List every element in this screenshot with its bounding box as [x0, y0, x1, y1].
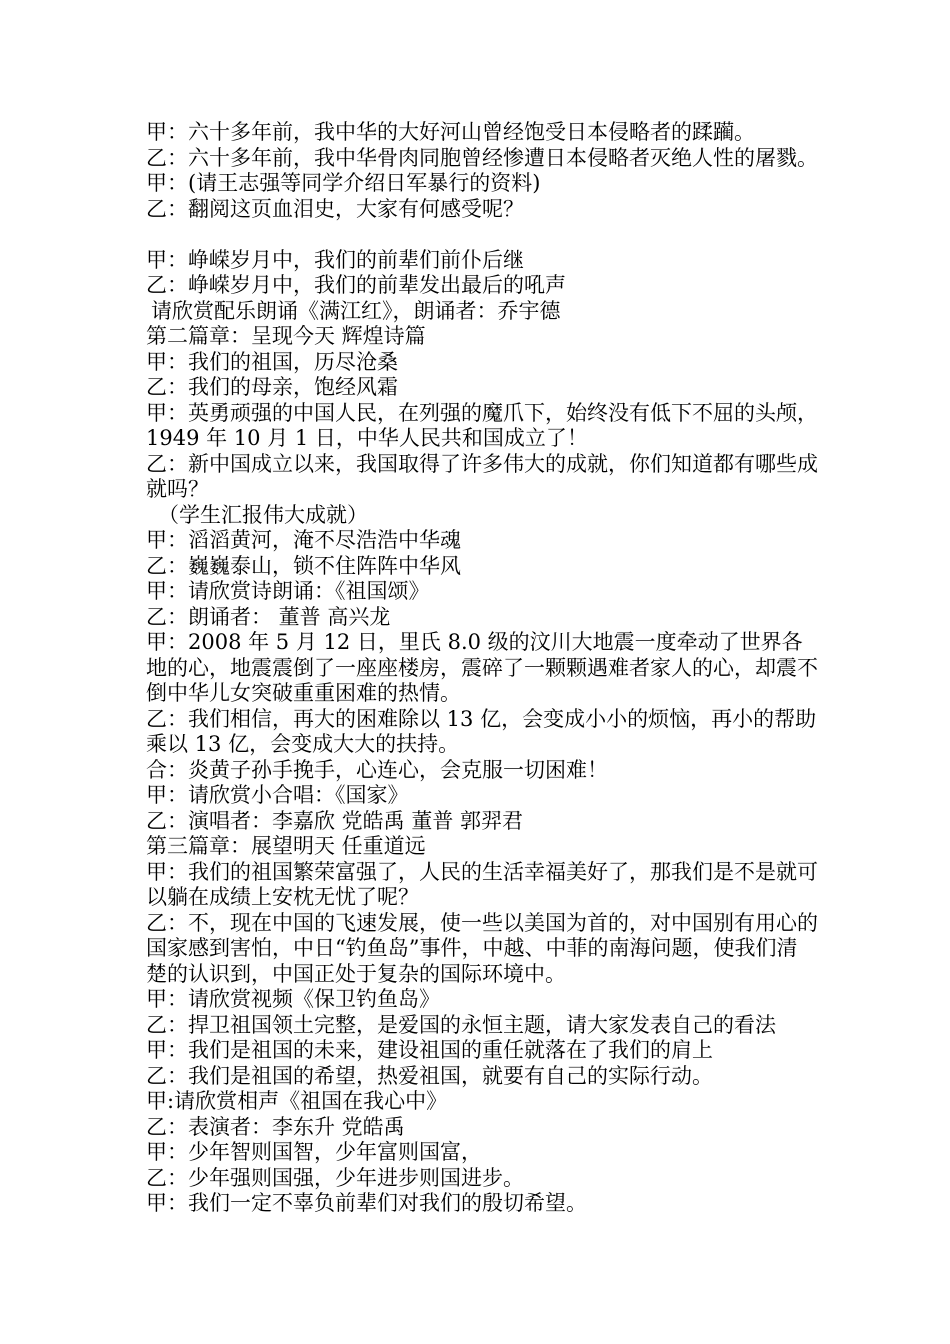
text-line: 甲：滔滔黄河，淹不尽浩浩中华魂 [146, 528, 461, 552]
document-body [146, 120, 818, 1217]
blank-line [146, 222, 818, 248]
text-line: 乙：新中国成立以来，我国取得了许多伟大的成就，你们知道都有哪些成就吗？ [146, 451, 818, 501]
text-line: 甲：峥嵘岁月中，我们的前辈们前仆后继 [146, 247, 524, 272]
text-line: 乙：六十多年前，我中华骨肉同胞曾经惨遭日本侵略者灭绝人性的屠戮。 [146, 145, 818, 170]
text-line: 甲：少年智则国智，少年富则国富， [146, 1140, 482, 1164]
text-line: 甲：请欣赏视频《保卫钓鱼岛》 [146, 987, 440, 1011]
text-line: 乙：捍卫祖国领土完整，是爱国的永恒主题，请大家发表自己的看法 [146, 1012, 776, 1037]
text-line: 乙：朗诵者： 董普 高兴龙 [146, 604, 391, 629]
text-line: 甲：我们的祖国繁荣富强了，人民的生活幸福美好了，那我们是不是就可以躺在成绩上安枕无忧了呢？ [146, 859, 818, 909]
text-line: 乙：峥嵘岁月中，我们的前辈发出最后的吼声 [146, 273, 566, 297]
text-line: 甲：我们是祖国的未来，建设祖国的重任就落在了我们的肩上 [146, 1038, 713, 1062]
text-line: 乙：我们是祖国的希望，热爱祖国，就要有自己的实际行动。 [146, 1063, 713, 1088]
text-line: 乙：不，现在中国的飞速发展，使一些以美国为首的，对中国别有用心的国家感到害怕，中日“钓鱼岛”事件，中越、中菲的南海问题，使我们清楚的认识到，中国正处于复杂的国际环境中。 [146, 910, 818, 986]
text-line: 甲：2008 年 5 月 12 日，里氏 8.0 级的汶川大地震一度牵动了世界各地的心，地震震倒了一座座楼房，震碎了一颗颗遇难者家人的心，却震不倒中华儿女突破重重困难的热情。 [146, 630, 818, 705]
text-line: 请欣赏配乐朗诵《满江红》，朗诵者：乔宇德 [151, 298, 561, 323]
text-line: 乙：我们相信，再大的困难除以 13 亿，会变成小小的烦恼，再小的帮助乘以 13 亿，会变成大大的扶持。 [146, 706, 817, 756]
text-line: 甲：六十多年前，我中华的大好河山曾经饱受日本侵略者的蹂躏。 [146, 120, 755, 144]
text-line: 乙：翻阅这页血泪史，大家有何感受呢？ [146, 196, 524, 221]
text-line: 甲：我们的祖国，历尽沧桑 [146, 349, 398, 374]
text-line: 乙：表演者：李东升 党皓禹 [146, 1114, 405, 1139]
text-line: （学生汇报伟大成就） [158, 502, 368, 527]
text-line: 甲：(请王志强等同学介绍日军暴行的资料) [146, 171, 541, 195]
text-line: 合：炎黄子孙手挽手，心连心，会克服一切困难！ [146, 757, 608, 782]
section-heading: 第三篇章：展望明天 任重道远 [146, 834, 426, 858]
section-heading: 第二篇章：呈现今天 辉煌诗篇 [146, 324, 426, 348]
text-line: 乙：巍巍泰山，锁不住阵阵中华风 [146, 553, 461, 578]
text-line: 甲：请欣赏诗朗诵：《祖国颂》 [146, 579, 430, 603]
text-line: 乙：演唱者：李嘉欣 党皓禹 董普 郭羿君 [146, 808, 524, 833]
text-line: 甲:请欣赏相声《祖国在我心中》 [146, 1089, 448, 1113]
text-line: 乙：少年强则国强，少年进步则国进步。 [146, 1165, 524, 1190]
text-line: 甲：我们一定不辜负前辈们对我们的殷切希望。 [146, 1191, 587, 1215]
text-line: 甲：请欣赏小合唱：《国家》 [146, 783, 409, 807]
text-line: 甲：英勇顽强的中国人民，在列强的魔爪下，始终没有低下不屈的头颅，1949 年 10 月 1 日，中华人民共和国成立了！ [146, 400, 818, 450]
text-line: 乙：我们的母亲，饱经风霜 [146, 375, 398, 399]
